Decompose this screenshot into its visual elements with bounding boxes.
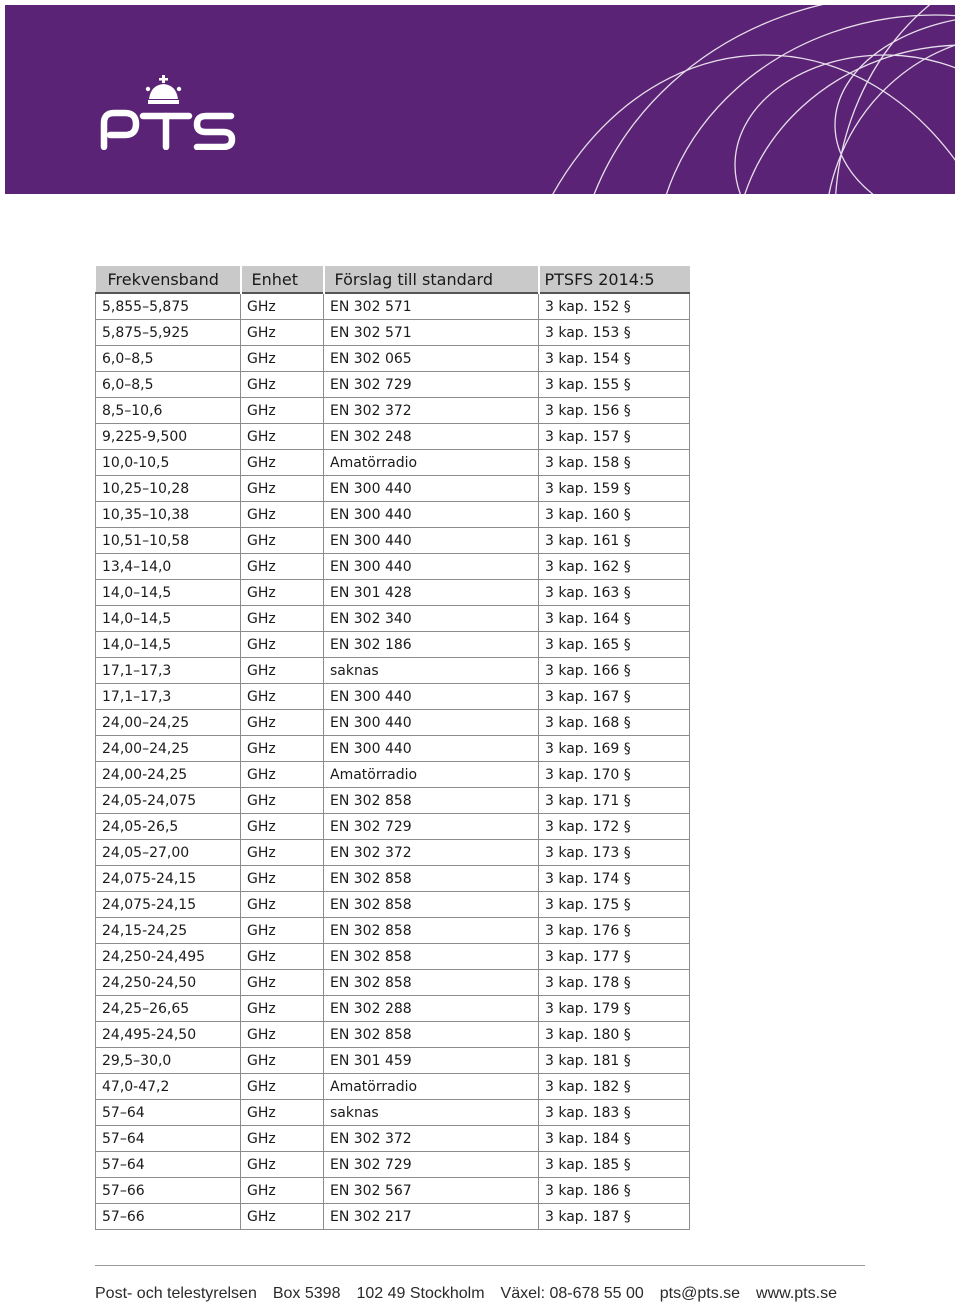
cell-frekvensband: 24,00-24,25 [96, 762, 241, 788]
cell-ptsfs: 3 kap. 183 § [539, 1100, 690, 1126]
table-row [96, 684, 690, 710]
cell-ptsfs: 3 kap. 160 § [539, 502, 690, 528]
cell-enhet: GHz [241, 372, 324, 398]
cell-frekvensband: 24,00–24,25 [96, 736, 241, 762]
footer-org: Post- och telestyrelsen [95, 1285, 257, 1302]
cell-frekvensband: 57–64 [96, 1126, 241, 1152]
cell-frekvensband: 29,5–30,0 [96, 1048, 241, 1074]
cell-ptsfs: 3 kap. 181 § [539, 1048, 690, 1074]
cell-standard: EN 302 858 [324, 866, 539, 892]
table-row [96, 528, 690, 554]
cell-ptsfs: 3 kap. 178 § [539, 970, 690, 996]
cell-enhet: GHz [241, 1074, 324, 1100]
cell-standard: EN 302 372 [324, 398, 539, 424]
table-body [96, 293, 690, 1230]
cell-ptsfs: 3 kap. 158 § [539, 450, 690, 476]
cell-ptsfs: 3 kap. 166 § [539, 658, 690, 684]
table-row [96, 1022, 690, 1048]
table-row [96, 1100, 690, 1126]
table-row [96, 476, 690, 502]
cell-standard: EN 302 065 [324, 346, 539, 372]
cell-ptsfs: 3 kap. 179 § [539, 996, 690, 1022]
cell-standard: EN 301 428 [324, 580, 539, 606]
table-row [96, 580, 690, 606]
cell-standard: EN 302 858 [324, 892, 539, 918]
column-header-frekvensband: Frekvensband [96, 266, 241, 293]
cell-enhet: GHz [241, 658, 324, 684]
table-row [96, 1152, 690, 1178]
cell-ptsfs: 3 kap. 177 § [539, 944, 690, 970]
cell-frekvensband: 57–64 [96, 1152, 241, 1178]
cell-frekvensband: 5,875–5,925 [96, 320, 241, 346]
pts-logo [99, 75, 239, 150]
cell-enhet: GHz [241, 398, 324, 424]
table-row [96, 1074, 690, 1100]
cell-enhet: GHz [241, 736, 324, 762]
cell-standard: EN 302 858 [324, 944, 539, 970]
cell-enhet: GHz [241, 710, 324, 736]
footer-box: Box 5398 [272, 1285, 341, 1302]
cell-enhet: GHz [241, 996, 324, 1022]
table-row [96, 606, 690, 632]
cell-frekvensband: 14,0–14,5 [96, 632, 241, 658]
cell-frekvensband: 17,1–17,3 [96, 658, 241, 684]
footer-city: 102 49 Stockholm [356, 1285, 485, 1302]
cell-ptsfs: 3 kap. 165 § [539, 632, 690, 658]
table-row [96, 944, 690, 970]
cell-frekvensband: 57–66 [96, 1204, 241, 1230]
cell-standard: Amatörradio [324, 1074, 539, 1100]
table-row [96, 424, 690, 450]
cell-standard: EN 302 858 [324, 918, 539, 944]
cell-ptsfs: 3 kap. 155 § [539, 372, 690, 398]
table-row [96, 398, 690, 424]
table-header-row [96, 266, 690, 293]
cell-enhet: GHz [241, 528, 324, 554]
cell-enhet: GHz [241, 1178, 324, 1204]
cell-enhet: GHz [241, 1048, 324, 1074]
cell-frekvensband: 5,855–5,875 [96, 293, 241, 320]
cell-standard: EN 300 440 [324, 502, 539, 528]
cell-standard: EN 302 248 [324, 424, 539, 450]
cell-standard: EN 300 440 [324, 736, 539, 762]
cell-frekvensband: 24,075-24,15 [96, 866, 241, 892]
cell-standard: Amatörradio [324, 762, 539, 788]
cell-standard: EN 300 440 [324, 476, 539, 502]
cell-ptsfs: 3 kap. 176 § [539, 918, 690, 944]
table-row [96, 658, 690, 684]
cell-enhet: GHz [241, 502, 324, 528]
cell-ptsfs: 3 kap. 152 § [539, 293, 690, 320]
cell-enhet: GHz [241, 606, 324, 632]
column-header-enhet: Enhet [241, 266, 324, 293]
table-row [96, 840, 690, 866]
cell-standard: EN 302 217 [324, 1204, 539, 1230]
cell-frekvensband: 24,15-24,25 [96, 918, 241, 944]
cell-frekvensband: 24,250-24,50 [96, 970, 241, 996]
cell-standard: EN 302 186 [324, 632, 539, 658]
cell-frekvensband: 57–66 [96, 1178, 241, 1204]
table-row [96, 762, 690, 788]
footer-divider [95, 1265, 865, 1266]
cell-standard: EN 302 858 [324, 970, 539, 996]
cell-enhet: GHz [241, 918, 324, 944]
cell-standard: EN 302 567 [324, 1178, 539, 1204]
cell-frekvensband: 24,05-26,5 [96, 814, 241, 840]
cell-enhet: GHz [241, 840, 324, 866]
footer [95, 1285, 875, 1303]
cell-enhet: GHz [241, 580, 324, 606]
cell-standard: EN 302 571 [324, 293, 539, 320]
cell-frekvensband: 10,51–10,58 [96, 528, 241, 554]
cell-frekvensband: 47,0-47,2 [96, 1074, 241, 1100]
cell-standard: EN 302 372 [324, 1126, 539, 1152]
cell-enhet: GHz [241, 1022, 324, 1048]
cell-ptsfs: 3 kap. 175 § [539, 892, 690, 918]
cell-frekvensband: 24,495-24,50 [96, 1022, 241, 1048]
cell-ptsfs: 3 kap. 153 § [539, 320, 690, 346]
cell-frekvensband: 14,0–14,5 [96, 580, 241, 606]
cell-standard: Amatörradio [324, 450, 539, 476]
cell-frekvensband: 10,35–10,38 [96, 502, 241, 528]
cell-standard: EN 302 729 [324, 1152, 539, 1178]
cell-ptsfs: 3 kap. 174 § [539, 866, 690, 892]
table-row [96, 502, 690, 528]
cell-standard: EN 302 729 [324, 372, 539, 398]
crown-icon [146, 75, 181, 104]
cell-enhet: GHz [241, 320, 324, 346]
cell-enhet: GHz [241, 450, 324, 476]
table-row [96, 1178, 690, 1204]
cell-ptsfs: 3 kap. 163 § [539, 580, 690, 606]
cell-ptsfs: 3 kap. 161 § [539, 528, 690, 554]
table-row [96, 710, 690, 736]
cell-standard: EN 302 729 [324, 814, 539, 840]
cell-ptsfs: 3 kap. 164 § [539, 606, 690, 632]
table-row [96, 554, 690, 580]
cell-ptsfs: 3 kap. 170 § [539, 762, 690, 788]
table-row [96, 1204, 690, 1230]
cell-ptsfs: 3 kap. 162 § [539, 554, 690, 580]
table-row [96, 996, 690, 1022]
cell-enhet: GHz [241, 944, 324, 970]
cell-enhet: GHz [241, 293, 324, 320]
table-row [96, 320, 690, 346]
cell-enhet: GHz [241, 554, 324, 580]
cell-standard: saknas [324, 658, 539, 684]
table-row [96, 450, 690, 476]
cell-enhet: GHz [241, 632, 324, 658]
cell-standard: EN 300 440 [324, 554, 539, 580]
table-row [96, 814, 690, 840]
cell-frekvensband: 6,0–8,5 [96, 346, 241, 372]
footer-phone: Växel: 08-678 55 00 [500, 1285, 644, 1302]
header-banner [5, 5, 955, 194]
cell-frekvensband: 13,4–14,0 [96, 554, 241, 580]
cell-ptsfs: 3 kap. 180 § [539, 1022, 690, 1048]
cell-ptsfs: 3 kap. 172 § [539, 814, 690, 840]
table-row [96, 866, 690, 892]
cell-standard: EN 300 440 [324, 528, 539, 554]
cell-frekvensband: 9,225-9,500 [96, 424, 241, 450]
table-row [96, 970, 690, 996]
cell-frekvensband: 24,05–27,00 [96, 840, 241, 866]
cell-enhet: GHz [241, 970, 324, 996]
cell-ptsfs: 3 kap. 186 § [539, 1178, 690, 1204]
cell-ptsfs: 3 kap. 154 § [539, 346, 690, 372]
cell-ptsfs: 3 kap. 184 § [539, 1126, 690, 1152]
cell-ptsfs: 3 kap. 157 § [539, 424, 690, 450]
cell-ptsfs: 3 kap. 185 § [539, 1152, 690, 1178]
cell-ptsfs: 3 kap. 187 § [539, 1204, 690, 1230]
table-row [96, 632, 690, 658]
cell-enhet: GHz [241, 1152, 324, 1178]
cell-frekvensband: 10,25–10,28 [96, 476, 241, 502]
footer-web-link[interactable]: www.pts.se [756, 1285, 837, 1302]
cell-frekvensband: 17,1–17,3 [96, 684, 241, 710]
cell-ptsfs: 3 kap. 173 § [539, 840, 690, 866]
cell-frekvensband: 57–64 [96, 1100, 241, 1126]
cell-enhet: GHz [241, 424, 324, 450]
cell-enhet: GHz [241, 892, 324, 918]
table-row [96, 346, 690, 372]
cell-standard: EN 300 440 [324, 684, 539, 710]
cell-standard: EN 302 340 [324, 606, 539, 632]
table-row [96, 788, 690, 814]
cell-ptsfs: 3 kap. 182 § [539, 1074, 690, 1100]
table-row [96, 736, 690, 762]
cell-frekvensband: 8,5–10,6 [96, 398, 241, 424]
table-row [96, 372, 690, 398]
cell-standard: EN 302 858 [324, 788, 539, 814]
cell-ptsfs: 3 kap. 171 § [539, 788, 690, 814]
cell-ptsfs: 3 kap. 156 § [539, 398, 690, 424]
cell-standard: saknas [324, 1100, 539, 1126]
table-row [96, 293, 690, 320]
cell-standard: EN 302 858 [324, 1022, 539, 1048]
cell-enhet: GHz [241, 788, 324, 814]
cell-standard: EN 300 440 [324, 710, 539, 736]
cell-frekvensband: 24,00–24,25 [96, 710, 241, 736]
column-header-standard: Förslag till standard [324, 266, 539, 293]
cell-enhet: GHz [241, 1204, 324, 1230]
table-row [96, 1048, 690, 1074]
cell-standard: EN 302 288 [324, 996, 539, 1022]
cell-frekvensband: 24,250-24,495 [96, 944, 241, 970]
cell-enhet: GHz [241, 1126, 324, 1152]
cell-ptsfs: 3 kap. 169 § [539, 736, 690, 762]
cell-standard: EN 302 372 [324, 840, 539, 866]
column-header-ptsfs: PTSFS 2014:5 [539, 266, 690, 293]
cell-frekvensband: 24,075-24,15 [96, 892, 241, 918]
cell-ptsfs: 3 kap. 159 § [539, 476, 690, 502]
cell-enhet: GHz [241, 346, 324, 372]
table-row [96, 1126, 690, 1152]
cell-frekvensband: 6,0–8,5 [96, 372, 241, 398]
table-row [96, 918, 690, 944]
cell-frekvensband: 24,25–26,65 [96, 996, 241, 1022]
footer-email-link[interactable]: pts@pts.se [659, 1285, 741, 1302]
cell-enhet: GHz [241, 684, 324, 710]
cell-enhet: GHz [241, 1100, 324, 1126]
cell-enhet: GHz [241, 762, 324, 788]
cell-ptsfs: 3 kap. 167 § [539, 684, 690, 710]
cell-standard: EN 302 571 [324, 320, 539, 346]
cell-enhet: GHz [241, 476, 324, 502]
cell-standard: EN 301 459 [324, 1048, 539, 1074]
frequency-table [95, 266, 690, 1230]
cell-enhet: GHz [241, 866, 324, 892]
table-row [96, 892, 690, 918]
cell-ptsfs: 3 kap. 168 § [539, 710, 690, 736]
cell-frekvensband: 24,05-24,075 [96, 788, 241, 814]
cell-enhet: GHz [241, 814, 324, 840]
cell-frekvensband: 14,0–14,5 [96, 606, 241, 632]
cell-frekvensband: 10,0-10,5 [96, 450, 241, 476]
